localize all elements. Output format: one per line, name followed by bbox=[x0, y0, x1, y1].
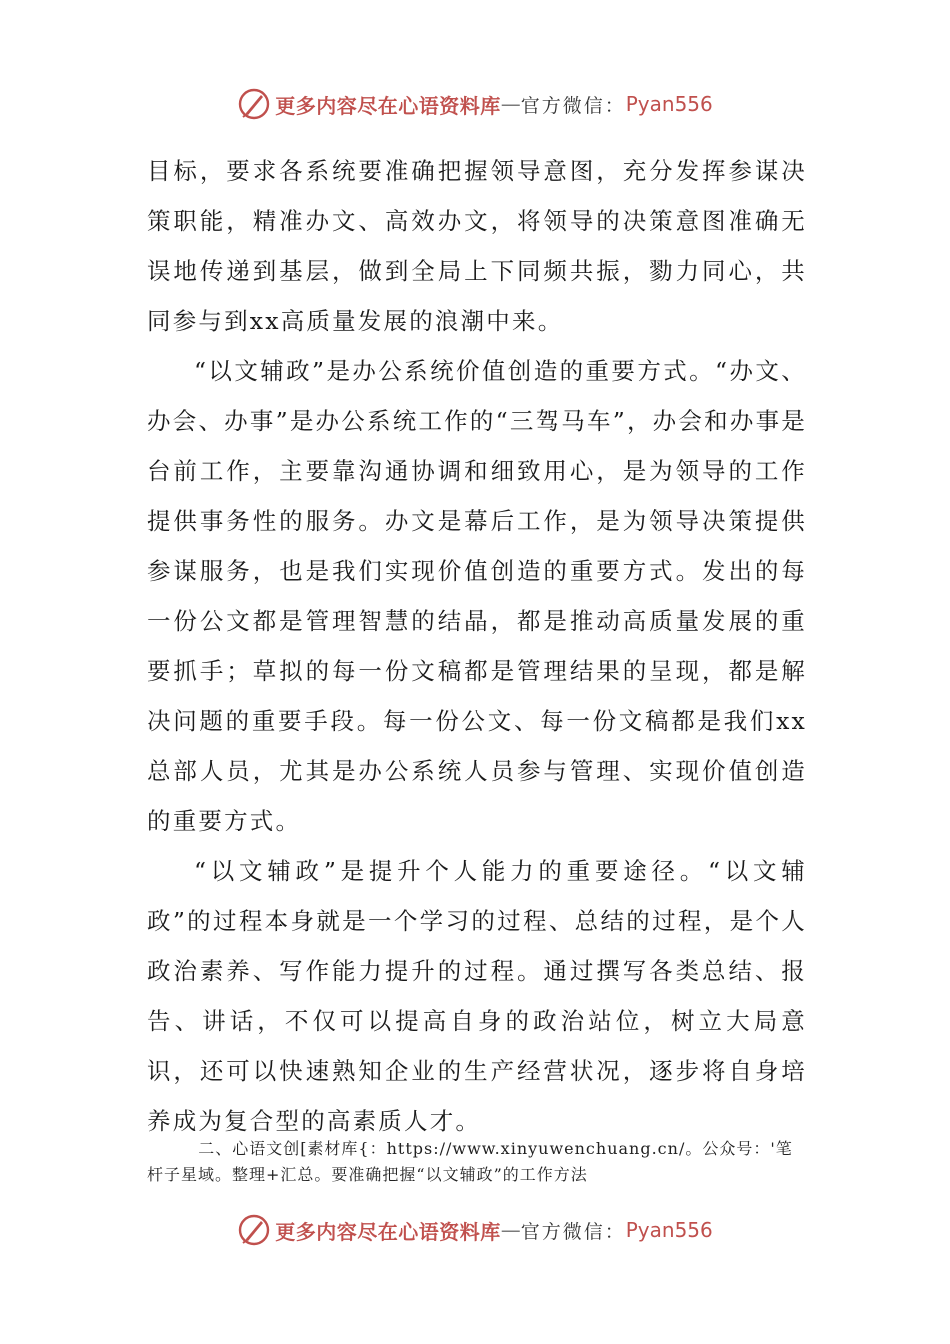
header-banner bbox=[0, 84, 950, 124]
wechat-id: Pyan556 bbox=[625, 1218, 713, 1242]
quill-pen-icon bbox=[237, 87, 271, 121]
paragraph-3: “以文辅政”是提升个人能力的重要途径。“以文辅政”的过程本身就是一个学习的过程、总结的过程，是个人政治素养、写作能力提升的过程。通过撰写各类总结、报告、讲话，不仅可以提高自身的政治站位，树立大局意识，还可以快速熟知企业的生产经营状况，逐步将自身培养成为复合型的高素质人才。 bbox=[147, 857, 807, 1135]
paragraph-1: 目标，要求各系统要准确把握领导意图，充分发挥参谋决策职能，精准办文、高效办文，将领导的决策意图准确无误地传递到基层，做到全局上下同频共振，勠力同心，共同参与到xx高质量发展的浪潮中来。 bbox=[147, 157, 807, 335]
wechat-label: 官方微信： bbox=[520, 94, 626, 117]
paragraph-2: “以文辅政”是办公系统价值创造的重要方式。“办文、办会、办事”是办公系统工作的“三驾马车”，办会和办事是台前工作，主要靠沟通协调和细致用心，是为领导的工作提供事务性的服务。办文是幕后工作，是为领导决策提供参谋服务，也是我们实现价值创造的重要方式。发出的每一份公文都是管理智慧的结晶，都是推动高质量发展的重要抓手；草拟的每一份文稿都是管理结果的呈现，都是解决问题的重要手段。每一份公文、每一份文稿都是我们xx总部人员，尤其是办公系统人员参与管理、实现价值创造的重要方式。 bbox=[147, 357, 807, 835]
footer-banner bbox=[0, 1210, 950, 1250]
section-heading: 二、心语文创[素材库{：https://www.xinyuwenchuang.cn/。公众号：'笔杆子星域。整理+汇总。要准确把握“以文辅政”的工作方法 bbox=[147, 1139, 793, 1184]
brand-text: 更多内容尽在心语资料库 bbox=[275, 93, 501, 118]
banner-separator: — bbox=[500, 92, 521, 116]
brand-text: 更多内容尽在心语资料库 bbox=[275, 1219, 501, 1244]
wechat-id: Pyan556 bbox=[625, 92, 713, 116]
wechat-label: 官方微信： bbox=[520, 1220, 626, 1243]
quill-pen-icon bbox=[237, 1213, 271, 1247]
document-body bbox=[147, 146, 807, 1146]
banner-separator: — bbox=[500, 1218, 521, 1242]
